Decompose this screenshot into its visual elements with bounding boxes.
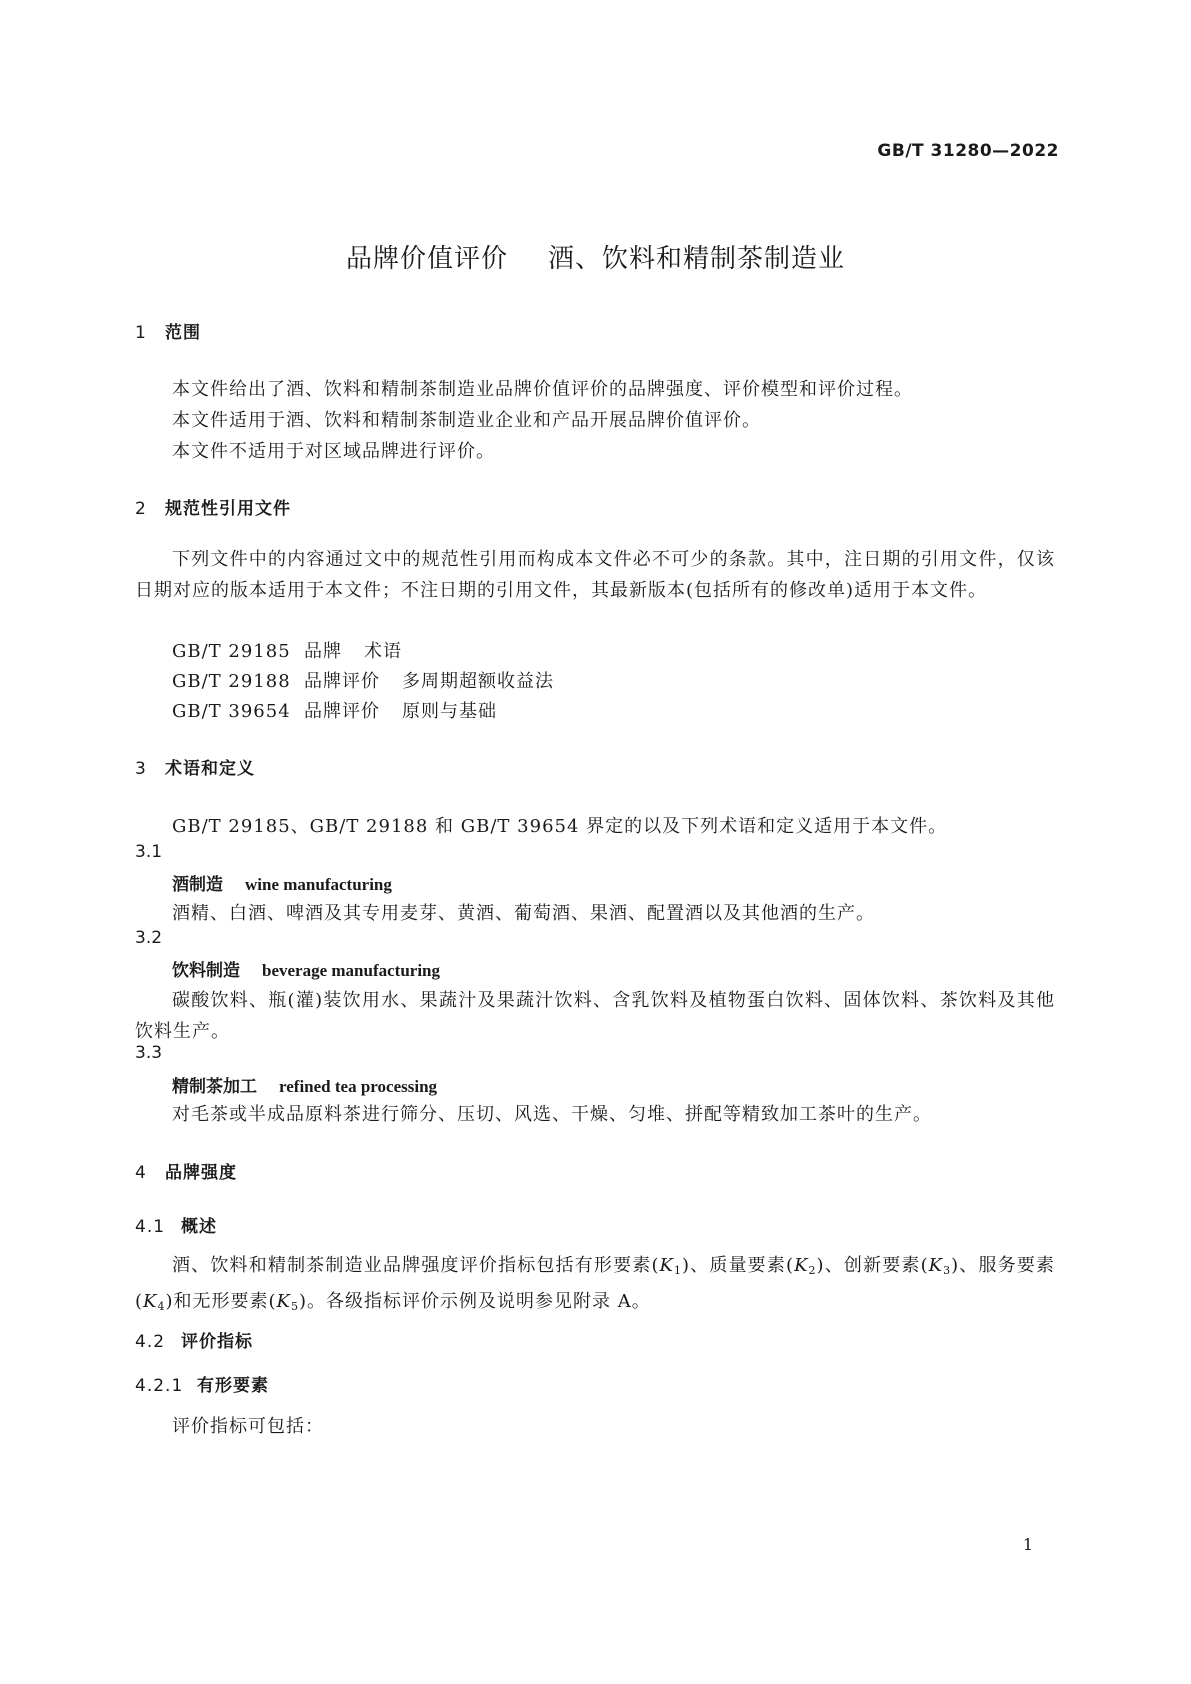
section-4-2-1-heading [135, 1371, 269, 1396]
subscript: 3 [943, 1264, 952, 1277]
section-number: 3 [135, 759, 147, 779]
section-title: 有形要素 [197, 1376, 269, 1396]
section-number: 1 [135, 323, 147, 343]
section-title: 概述 [181, 1217, 217, 1237]
term-heading [172, 956, 440, 981]
term-en: beverage manufacturing [262, 961, 441, 980]
symbol-k: K [143, 1291, 158, 1312]
term-number: 3.1 [135, 842, 163, 862]
section-number: 2 [135, 499, 147, 519]
section-4-2-heading [135, 1327, 253, 1352]
term-number: 3.3 [135, 1043, 163, 1063]
subscript: 1 [673, 1264, 682, 1277]
section-number: 4.2.1 [135, 1376, 184, 1396]
section-4-1-heading [135, 1212, 217, 1237]
standard-number: GB/T 31280—2022 [877, 141, 1059, 161]
paragraph: 评价指标可包括： [172, 1416, 324, 1437]
term-number: 3.2 [135, 928, 163, 948]
subscript: 4 [157, 1300, 166, 1313]
reference-item [172, 667, 554, 693]
reference-title: 多周期超额收益法 [402, 671, 554, 692]
reference-item [172, 637, 402, 663]
text: )、创新要素( [816, 1255, 929, 1276]
paragraph: 本文件适用于酒、饮料和精制茶制造业企业和产品开展品牌价值评价。 [172, 410, 761, 431]
section-1-heading [135, 318, 201, 343]
symbol-k: K [794, 1255, 809, 1276]
reference-item [172, 697, 497, 723]
reference-title: 品牌评价 [304, 701, 380, 722]
text: )和无形要素( [165, 1291, 277, 1312]
term-en: wine manufacturing [245, 875, 392, 894]
term-zh: 酒制造 [172, 875, 223, 895]
symbol-k: K [659, 1255, 674, 1276]
section-number: 4.1 [135, 1217, 166, 1237]
symbol-k: K [276, 1291, 291, 1312]
paragraph: 本文件不适用于对区域品牌进行评价。 [172, 441, 495, 462]
text: )、质量要素( [681, 1255, 795, 1276]
term-definition: 碳酸饮料、瓶(灌)装饮用水、果蔬汁及果蔬汁饮料、含乳饮料及植物蛋白饮料、固体饮料、茶饮料及其他饮料生产。 [135, 990, 1055, 1042]
section-title: 评价指标 [181, 1332, 253, 1352]
section-title: 规范性引用文件 [165, 499, 291, 519]
term-zh: 精制茶加工 [172, 1077, 257, 1097]
title-left: 品牌价值评价 [345, 244, 508, 274]
reference-title: 品牌 [304, 641, 342, 662]
paragraph: 下列文件中的内容通过文中的规范性引用而构成本文件必不可少的条款。其中，注日期的引用文件，仅该日期对应的版本适用于本文件；不注日期的引用文件，其最新版本(包括所有的修改单)适用于本文件。 [135, 549, 1055, 601]
section-title: 术语和定义 [165, 759, 255, 779]
term-definition: 酒精、白酒、啤酒及其专用麦芽、黄酒、葡萄酒、果酒、配置酒以及其他酒的生产。 [172, 903, 875, 924]
reference-title: 品牌评价 [304, 671, 380, 692]
text: )。各级指标评价示例及说明参见附录 A。 [298, 1291, 651, 1312]
paragraph [135, 1250, 1055, 1322]
document-title [0, 238, 1191, 275]
page-number: 1 [1022, 1535, 1033, 1554]
reference-code: GB/T 29188 [172, 671, 291, 692]
title-right: 酒、饮料和精制茶制造业 [548, 244, 846, 274]
reference-code: GB/T 29185 [172, 641, 291, 662]
reference-title: 原则与基础 [402, 701, 497, 722]
term-heading [172, 870, 392, 895]
reference-code: GB/T 39654 [172, 701, 291, 722]
section-2-heading [135, 494, 291, 519]
section-number: 4.2 [135, 1332, 166, 1352]
reference-title: 术语 [364, 641, 402, 662]
subscript: 2 [808, 1264, 817, 1277]
term-en: refined tea processing [279, 1077, 438, 1096]
section-number: 4 [135, 1163, 147, 1183]
term-definition: 对毛茶或半成品原料茶进行筛分、压切、风选、干燥、匀堆、拼配等精致加工茶叶的生产。 [172, 1104, 932, 1125]
section-3-heading [135, 754, 255, 779]
term-heading [172, 1072, 437, 1097]
text: 酒、饮料和精制茶制造业品牌强度评价指标包括有形要素( [172, 1255, 660, 1276]
text: )、服务要素( [135, 1255, 1056, 1312]
symbol-k: K [928, 1255, 944, 1276]
section-title: 品牌强度 [165, 1163, 237, 1183]
section-title: 范围 [165, 323, 201, 343]
paragraph: GB/T 29185、GB/T 29188 和 GB/T 39654 界定的以及下列术语和定义适用于本文件。 [172, 816, 948, 837]
section-4-heading [135, 1158, 237, 1183]
subscript: 5 [290, 1300, 299, 1313]
paragraph: 本文件给出了酒、饮料和精制茶制造业品牌价值评价的品牌强度、评价模型和评价过程。 [172, 379, 913, 400]
term-zh: 饮料制造 [172, 961, 240, 981]
